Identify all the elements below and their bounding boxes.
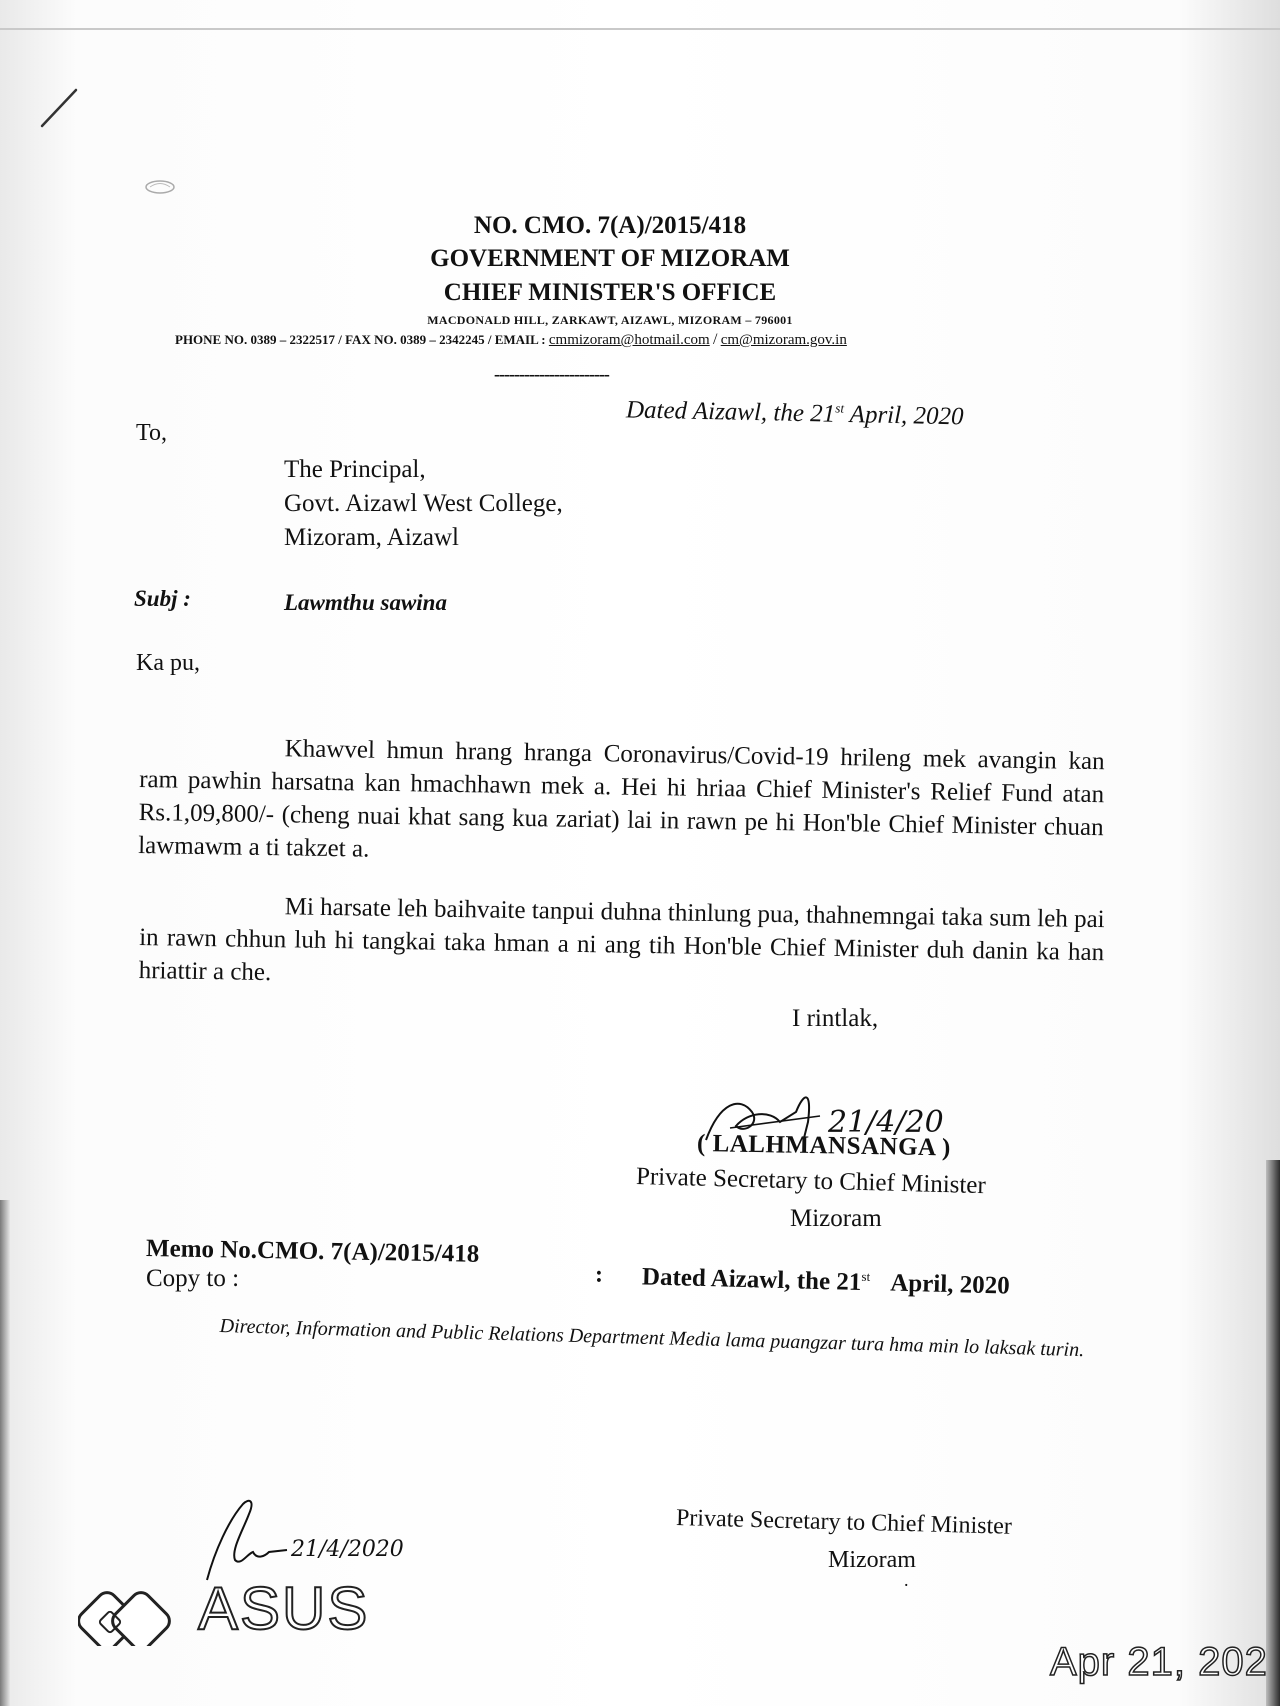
signatory-name: ( LALHMANSANGA ) (696, 1130, 952, 1162)
government-heading: GOVERNMENT OF MIZORAM (430, 245, 790, 272)
to-label: To, (136, 420, 167, 446)
subject-text: Lawmthu sawina (284, 590, 447, 615)
signatory-state: Mizoram (790, 1205, 882, 1232)
memo-signatory-title: Private Secretary to Chief Minister (675, 1505, 1013, 1540)
reference-number: NO. CMO. 7(A)/2015/418 (473, 212, 747, 239)
office-address: MACDONALD HILL, ZARKAWT, AIZAWL, MIZORAM – 796001 (427, 313, 793, 327)
memo-number: Memo No.CMO. 7(A)/2015/418 (145, 1235, 480, 1268)
copy-to-body: Director, Information and Public Relations Department Media lama puangzar tura hma min lo laksak turin. (219, 1315, 1085, 1362)
stray-dot: . (904, 1570, 909, 1590)
recipient-line-2: Govt. Aizawl West College, (284, 490, 563, 517)
contact-prefix: PHONE NO. 0389 – 2322517 / FAX NO. 0389 – 2342245 / EMAIL : (175, 332, 546, 347)
email-link-hotmail[interactable]: cmmizoram@hotmail.com (548, 332, 710, 348)
email-separator: / (712, 331, 718, 348)
memo-date-prefix: Dated Aizawl, the 21 (641, 1263, 862, 1297)
camera-brand-watermark: ASUS (198, 1575, 370, 1642)
memo-date-suffix: April, 2020 (889, 1269, 1011, 1300)
memo-signatory-state: Mizoram (828, 1547, 916, 1573)
body-paragraph-1: Khawvel hmun hrang hranga Coronavirus/Covid-19 hrileng mek avangin kan ram pawhin harsatna kan hmachhawn mek a. Hei hi hriaa Chief Minister's Relief Fund atan Rs.1,09,800/- (cheng nuai khat sang kua zariat) lai in rawn pe hi Hon'ble Chief Minister chuan lawmawm a ti takzet a. (137, 735, 1105, 863)
page-edge-shadow-left (0, 1200, 10, 1706)
signature-date-1: 21/4/20 (828, 1105, 944, 1140)
subject-label: Subj : (134, 586, 191, 611)
copy-to-label: Copy to : (146, 1265, 240, 1292)
letter-date-prefix: Dated Aizawl, the 21 (625, 396, 836, 428)
contact-line (175, 331, 847, 349)
recipient-line-3: Mizoram, Aizawl (284, 524, 459, 551)
header-divider: ----------------------- (494, 364, 609, 384)
letter-date-sup: st (835, 400, 845, 416)
photo-timestamp: Apr 21, 202 (1050, 1640, 1268, 1684)
paper-top-edge (0, 28, 1280, 30)
signatory-title: Private Secretary to Chief Minister (635, 1163, 987, 1200)
signature-date-2: 21/4/2020 (291, 1537, 404, 1562)
email-link-gov[interactable]: cm@mizoram.gov.in (720, 332, 847, 348)
closing-phrase: I rintlak, (792, 1005, 879, 1032)
body-paragraph-2: Mi harsate leh baihvaite tanpui duhna thinlung pua, thahnemngai taka sum leh pai in rawn chhun luh hi tangkai taka hman a ni ang tih Hon'ble Chief Minister duh danin ka han hriattir a che. (138, 893, 1105, 987)
letter-date-suffix: April, 2020 (849, 401, 964, 431)
memo-colon: : (595, 1262, 603, 1288)
recipient-line-1: The Principal, (284, 456, 426, 483)
salutation: Ka pu, (136, 650, 200, 676)
pen-mark (36, 86, 82, 132)
memo-date-sup: st (861, 1268, 871, 1284)
office-heading: CHIEF MINISTER'S OFFICE (443, 279, 777, 306)
page-edge-shadow-right (1266, 1160, 1280, 1706)
faint-emblem-mark (140, 178, 180, 196)
